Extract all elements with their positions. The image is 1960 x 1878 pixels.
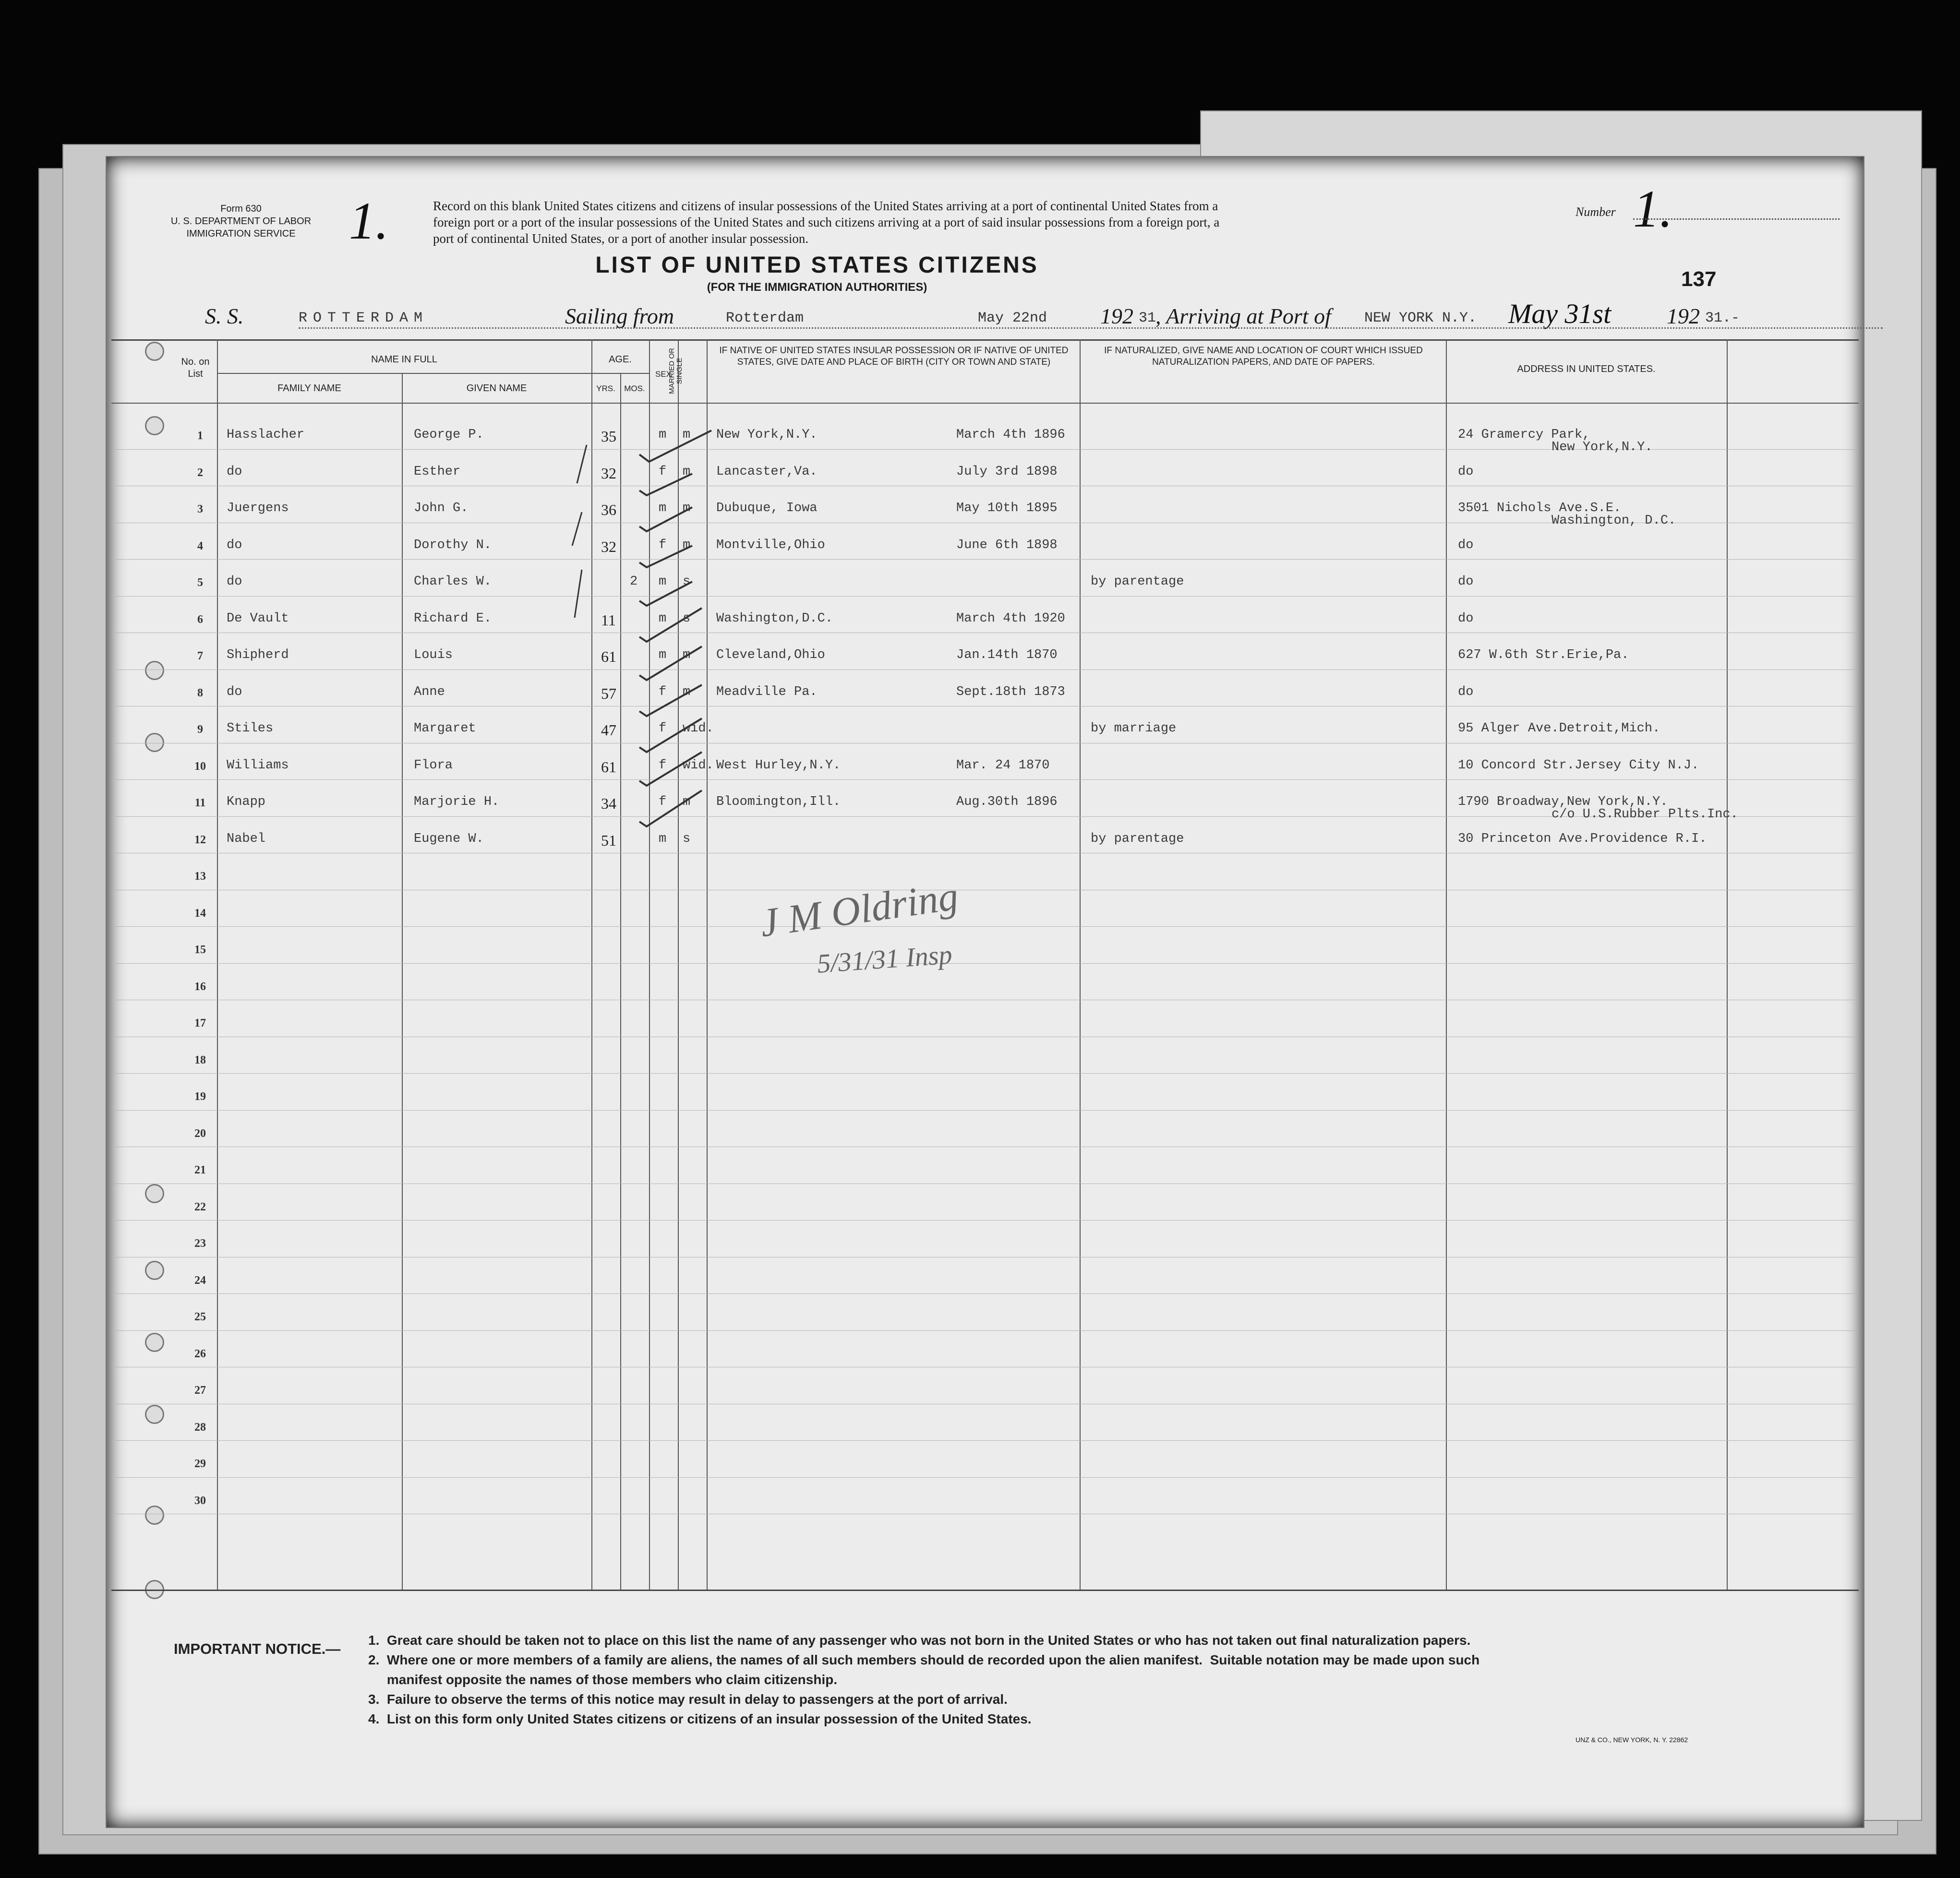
intro-text <box>433 198 1604 247</box>
arriving-label: , Arriving at Port of <box>1155 304 1331 328</box>
cell-sex: f <box>659 538 667 552</box>
cell-addr2: Washington, D.C. <box>1551 514 1676 528</box>
cell-yrs: 61 <box>601 758 616 776</box>
cell-date: Aug.30th 1896 <box>956 795 1058 809</box>
col-address-heading: ADDRESS IN UNITED STATES. <box>1517 364 1656 374</box>
cell-sex: f <box>659 758 667 773</box>
number-label: Number <box>1575 205 1616 219</box>
notice-item: manifest opposite the names of those members who claim citizenship. <box>368 1672 838 1687</box>
check-mark-strokes <box>639 431 711 826</box>
cell-yrs: 51 <box>601 831 616 849</box>
row-rule <box>111 779 1859 780</box>
col-naturalized-heading: IF NATURALIZED, GIVE NAME AND LOCATION OF COURT WHICH ISSUED NATURALIZATION PAPERS, AND DATE OF PAPERS. <box>1104 346 1423 367</box>
notice-item: 4. List on this form only United States citizens or citizens of an insular possession of the United States. <box>368 1711 1032 1726</box>
year-suffix-1: 31 <box>1139 310 1156 326</box>
number-value: 1. <box>1633 179 1673 238</box>
cell-ms: m <box>683 464 691 479</box>
voyage-dotted-line <box>299 327 1883 329</box>
col-family-heading: FAMILY NAME <box>277 383 341 394</box>
cell-ms: m <box>683 684 691 699</box>
cell-sex: m <box>659 574 667 589</box>
row-number: 15 <box>194 944 206 956</box>
row-rule <box>111 1440 1859 1441</box>
sheet-mark: 1. <box>349 191 389 250</box>
header-bottom-rule <box>111 403 1859 404</box>
row-number: 20 <box>194 1127 206 1140</box>
cell-family: Nabel <box>227 831 266 846</box>
cell-ms: m <box>683 538 691 552</box>
row-rule <box>111 926 1859 927</box>
cell-date: June 6th 1898 <box>956 538 1058 552</box>
cell-ms: s <box>683 574 691 589</box>
cell-addr2: c/o U.S.Rubber Plts.Inc. <box>1551 807 1738 822</box>
cell-family: Hasslacher <box>227 428 305 442</box>
intro-line: Record on this blank United States citizens and citizens of insular possessions of the United States arriving at a port of continental United States from a <box>433 199 1218 213</box>
cell-date: May 10th 1895 <box>956 501 1058 515</box>
cell-given: Anne <box>414 684 445 699</box>
age-subhead-rule <box>591 373 649 374</box>
notice-heading: IMPORTANT NOTICE.— <box>174 1640 341 1657</box>
row-number: 18 <box>194 1053 206 1066</box>
cell-place: Washington,D.C. <box>716 611 833 626</box>
row-number: 4 <box>197 539 203 552</box>
number-dotted-line <box>1633 218 1840 220</box>
cell-family: do <box>227 464 242 479</box>
cell-addr1: do <box>1458 464 1474 479</box>
punch-hole <box>145 1333 164 1352</box>
row-rule <box>111 1293 1859 1294</box>
intro-line: port of continental United States, or a port of another insular possession. <box>433 231 809 246</box>
ship-name: ROTTERDAM <box>299 310 429 326</box>
cell-place: Dubuque, Iowa <box>716 501 818 515</box>
cell-date: Sept.18th 1873 <box>956 684 1065 699</box>
cell-ms: s <box>683 831 691 846</box>
sailing-label: Sailing from <box>565 304 674 328</box>
cell-ms: m <box>683 795 691 809</box>
cell-sex: m <box>659 428 667 442</box>
cell-yrs: 36 <box>601 501 616 518</box>
intro-line: foreign port or a port of the insular possessions of the United States and such citizens arriving at a port of said insular possessions from a foreign port, a <box>433 215 1220 229</box>
cell-sex: m <box>659 831 667 846</box>
col-no-heading: No. on List <box>181 357 210 379</box>
row-number: 26 <box>194 1347 206 1360</box>
cell-sex: m <box>659 611 667 626</box>
row-rule <box>111 559 1859 560</box>
cell-date: July 3rd 1898 <box>956 464 1058 479</box>
form-number: Form 630 <box>220 203 262 214</box>
name-subhead-rule <box>217 373 591 374</box>
cell-addr1: 1790 Broadway,New York,N.Y. <box>1458 795 1668 809</box>
row-number: 23 <box>194 1237 206 1250</box>
cell-place: Cleveland,Ohio <box>716 648 825 662</box>
page-title: LIST OF UNITED STATES CITIZENS <box>595 252 1039 278</box>
cell-yrs: 61 <box>601 648 616 665</box>
col-divider <box>217 339 218 1590</box>
punch-hole <box>145 1261 164 1280</box>
age-tick-marks <box>567 440 596 622</box>
cell-addr2: New York,N.Y. <box>1551 440 1653 455</box>
cell-given: Flora <box>414 758 453 773</box>
cell-addr1: 24 Gramercy Park, <box>1458 428 1590 442</box>
cell-addr1: 10 Concord Str.Jersey City N.J. <box>1458 758 1699 773</box>
row-number: 2 <box>197 466 203 479</box>
cell-ms: m <box>683 428 691 442</box>
cell-given: Louis <box>414 648 453 662</box>
row-number: 9 <box>197 723 203 736</box>
punch-hole <box>145 1405 164 1424</box>
inspector-signature: J M Oldring <box>757 873 961 946</box>
row-number: 8 <box>197 686 203 699</box>
cell-place: Bloomington,Ill. <box>716 795 841 809</box>
cell-sex: f <box>659 684 667 699</box>
cell-family: Knapp <box>227 795 266 809</box>
voyage-line <box>107 298 1864 337</box>
cell-given: Charles W. <box>414 574 492 589</box>
cell-yrs: 32 <box>601 538 616 555</box>
row-number: 25 <box>194 1311 206 1323</box>
cell-given: Eugene W. <box>414 831 484 846</box>
col-divider <box>1727 339 1728 1590</box>
cell-sex: f <box>659 795 667 809</box>
cell-family: do <box>227 684 242 699</box>
row-number: 14 <box>194 907 206 920</box>
notice-item: 3. Failure to observe the terms of this notice may result in delay to passengers at the port of arrival. <box>368 1692 1008 1707</box>
row-number: 28 <box>194 1421 206 1434</box>
cell-addr1: 30 Princeton Ave.Providence R.I. <box>1458 831 1707 846</box>
cell-yrs: 34 <box>601 795 616 812</box>
cell-given: Margaret <box>414 721 476 736</box>
year-prefix-1: 192 <box>1100 304 1133 328</box>
department: U. S. DEPARTMENT OF LABOR <box>170 216 312 227</box>
punch-hole <box>145 1506 164 1525</box>
cell-addr1: do <box>1458 538 1474 552</box>
row-number: 1 <box>197 430 203 442</box>
form-id <box>169 203 313 240</box>
col-age-heading: AGE. <box>609 354 632 365</box>
page-number: 137 <box>1681 267 1717 291</box>
cell-given: Dorothy N. <box>414 538 492 552</box>
row-rule <box>111 1330 1859 1331</box>
row-rule <box>111 1073 1859 1074</box>
cell-nat: by parentage <box>1091 574 1184 589</box>
table-bottom-rule <box>111 1590 1859 1591</box>
arrival-date: May 31st <box>1508 298 1611 329</box>
row-rule <box>111 596 1859 597</box>
check-marks <box>635 416 731 1040</box>
notice-item: 2. Where one or more members of a family are aliens, the names of all such members should de recorded upon the alien manifest. Suitable notation may be made upon such <box>368 1652 1480 1667</box>
cell-given: Richard E. <box>414 611 492 626</box>
cell-nat: by parentage <box>1091 831 1184 846</box>
col-mos-heading: MOS. <box>624 384 645 393</box>
cell-date: Mar. 24 1870 <box>956 758 1050 773</box>
punch-hole <box>145 661 164 680</box>
page-subtitle: (FOR THE IMMIGRATION AUTHORITIES) <box>707 281 927 294</box>
cell-ms: m <box>683 501 691 515</box>
col-name-heading: NAME IN FULL <box>371 354 437 365</box>
col-divider <box>1446 339 1447 1590</box>
cell-sex: f <box>659 721 667 736</box>
cell-yrs: 32 <box>601 464 616 482</box>
cell-given: Esther <box>414 464 461 479</box>
row-number: 30 <box>194 1494 206 1507</box>
row-number: 16 <box>194 980 206 993</box>
cell-family: do <box>227 538 242 552</box>
row-number: 5 <box>197 576 203 589</box>
cell-ms: wid. <box>683 721 714 736</box>
cell-place: West Hurley,N.Y. <box>716 758 841 773</box>
printer-imprint: UNZ & CO., NEW YORK, N. Y. 22862 <box>1575 1736 1688 1744</box>
ss-label: S. S. <box>205 304 244 328</box>
cell-sex: m <box>659 501 667 515</box>
cell-sex: m <box>659 648 667 662</box>
cell-addr1: do <box>1458 611 1474 626</box>
col-yrs-heading: YRS. <box>596 384 615 393</box>
cell-addr1: do <box>1458 574 1474 589</box>
cell-family: De Vault <box>227 611 289 626</box>
service: IMMIGRATION SERVICE <box>186 228 296 239</box>
row-rule <box>111 963 1859 964</box>
col-divider <box>402 373 403 1590</box>
sailing-port: Rotterdam <box>726 310 804 326</box>
cell-family: Juergens <box>227 501 289 515</box>
row-number: 12 <box>194 833 206 846</box>
row-rule <box>111 1110 1859 1111</box>
cell-yrs: 11 <box>601 611 616 629</box>
punch-hole <box>145 1184 164 1203</box>
arrival-port: NEW YORK N.Y. <box>1364 310 1477 326</box>
year-prefix-2: 192 <box>1667 304 1700 328</box>
row-number: 27 <box>194 1384 206 1397</box>
row-number: 29 <box>194 1458 206 1470</box>
cell-family: Shipherd <box>227 648 289 662</box>
cell-addr1: 3501 Nichols Ave.S.E. <box>1458 501 1622 515</box>
table-top-rule <box>111 339 1859 341</box>
row-number: 19 <box>194 1090 206 1103</box>
cell-yrs: 35 <box>601 428 616 445</box>
cell-given: George P. <box>414 428 484 442</box>
cell-place: Montville,Ohio <box>716 538 825 552</box>
row-number: 24 <box>194 1274 206 1287</box>
col-sex-heading: SEX <box>655 370 672 379</box>
cell-addr1: 95 Alger Ave.Detroit,Mich. <box>1458 721 1660 736</box>
row-number: 13 <box>194 870 206 883</box>
cell-sex: f <box>659 464 667 479</box>
cell-yrs: 57 <box>601 684 616 702</box>
cell-yrs: 47 <box>601 721 616 739</box>
cell-date: Jan.14th 1870 <box>956 648 1058 662</box>
cell-addr1: 627 W.6th Str.Erie,Pa. <box>1458 648 1629 662</box>
cell-nat: by marriage <box>1091 721 1177 736</box>
cell-place: New York,N.Y. <box>716 428 818 442</box>
cell-ms: wid. <box>683 758 714 773</box>
cell-date: March 4th 1920 <box>956 611 1065 626</box>
cell-mos: 2 <box>630 574 638 589</box>
row-number: 6 <box>197 613 203 626</box>
row-number: 3 <box>197 503 203 515</box>
row-rule <box>111 1477 1859 1478</box>
notice-item: 1. Great care should be taken not to place on this list the name of any passenger who was not born in the United States or who has not taken out final naturalization papers. <box>368 1633 1471 1648</box>
row-number: 7 <box>197 650 203 662</box>
punch-hole <box>145 342 164 361</box>
row-number: 10 <box>194 760 206 773</box>
cell-place: Lancaster,Va. <box>716 464 818 479</box>
row-number: 11 <box>194 797 206 809</box>
sailing-date: May 22nd <box>978 310 1047 326</box>
cell-ms: m <box>683 648 691 662</box>
col-birth-heading: IF NATIVE OF UNITED STATES INSULAR POSSESSION OR IF NATIVE OF UNITED STATES, GIVE DATE AND PLACE OF BIRTH (CITY OR TOWN AND STATE) <box>719 346 1069 367</box>
cell-given: Marjorie H. <box>414 795 500 809</box>
cell-family: do <box>227 574 242 589</box>
cell-date: March 4th 1896 <box>956 428 1065 442</box>
year-suffix-2: 31.- <box>1705 310 1740 326</box>
row-number: 17 <box>194 1017 206 1029</box>
row-number: 21 <box>194 1164 206 1176</box>
list-sheet <box>106 156 1864 1828</box>
inspector-date: 5/31/31 Insp <box>816 940 953 979</box>
row-number: 22 <box>194 1200 206 1213</box>
col-married-heading: MARRIED OR SINGLE <box>668 348 684 394</box>
col-given-heading: GIVEN NAME <box>466 383 527 394</box>
col-divider <box>1080 339 1081 1590</box>
col-divider <box>620 373 621 1590</box>
cell-family: Stiles <box>227 721 274 736</box>
cell-addr1: do <box>1458 684 1474 699</box>
cell-given: John G. <box>414 501 469 515</box>
cell-family: Williams <box>227 758 289 773</box>
punch-hole <box>145 416 164 435</box>
cell-ms: s <box>683 611 691 626</box>
cell-place: Meadville Pa. <box>716 684 818 699</box>
